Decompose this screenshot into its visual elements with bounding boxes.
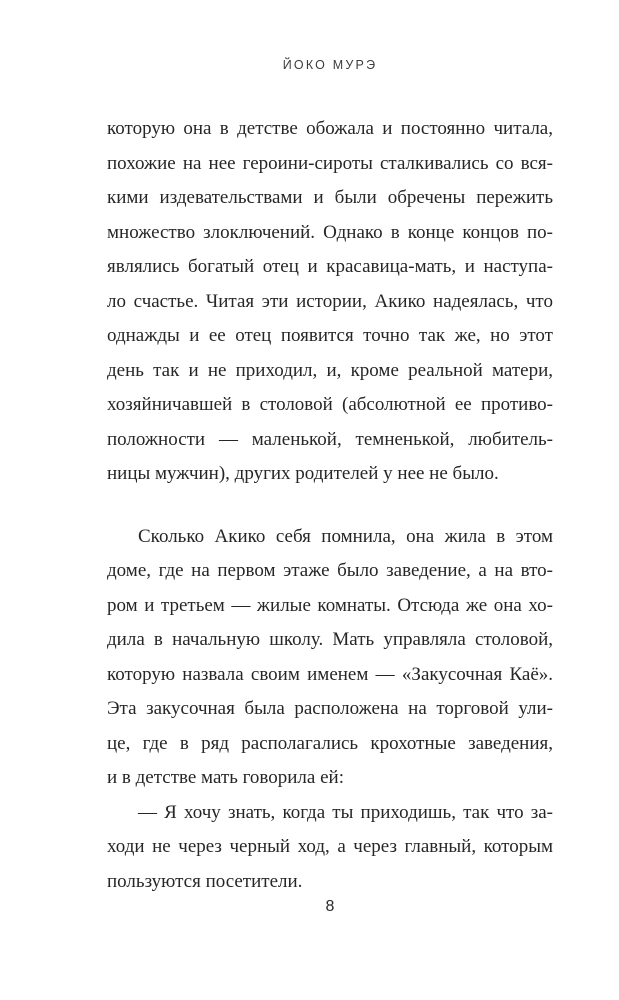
text-line: ницы мужчин), других родителей у нее не было. bbox=[107, 463, 499, 484]
text-line: пользуются посетители. bbox=[107, 870, 303, 892]
text-line: Эта закусочная была расположена на торговой ули- bbox=[107, 698, 553, 719]
text-line: хозяйничавшей в столовой (абсолютной ее противо- bbox=[107, 394, 553, 415]
paragraph-2 bbox=[107, 520, 553, 796]
text-line: день так и не приходил, и, кроме реальной матери, bbox=[107, 359, 553, 381]
text-line: доме, где на первом этаже было заведение, а на вто- bbox=[107, 560, 553, 581]
paragraph-3-dialogue bbox=[107, 796, 553, 900]
page-number: 8 bbox=[325, 898, 335, 915]
text-line: которую назвала своим именем — «Закусочная Каё». bbox=[107, 663, 553, 685]
paragraph-1 bbox=[107, 112, 553, 492]
text-line: — Я хочу знать, когда ты приходишь, так что за- bbox=[138, 801, 553, 823]
text-line: которую она в детстве обожала и постоянно читала, bbox=[107, 118, 553, 139]
text-line: ходи не через черный ход, а через главный, которым bbox=[107, 836, 553, 857]
text-line: це, где в ряд располагались крохотные заведения, bbox=[107, 732, 553, 754]
text-line: Сколько Акико себя помнила, она жила в этом bbox=[138, 525, 553, 547]
text-line: дила в начальную школу. Мать управляла столовой, bbox=[107, 629, 553, 650]
text-line: кими издевательствами и были обречены пережить bbox=[107, 187, 553, 208]
text-line: ром и третьем — жилые комнаты. Отсюда же она хо- bbox=[107, 594, 553, 616]
text-line: положности — маленькой, темненькой, любитель- bbox=[107, 428, 553, 450]
text-line: ло счастье. Читая эти истории, Акико надеялась, что bbox=[107, 290, 553, 312]
text-line: являлись богатый отец и красавица-мать, и наступа- bbox=[107, 256, 553, 277]
text-line: однажды и ее отец появится точно так же, но этот bbox=[107, 325, 553, 346]
text-line: и в детстве мать говорила ей: bbox=[107, 767, 344, 788]
text-line: похожие на нее героини-сироты сталкивались со вся- bbox=[107, 152, 553, 174]
running-header-author: ЙОКО МУРЭ bbox=[282, 58, 378, 72]
text-line: множество злоключений. Однако в конце концов по- bbox=[107, 221, 553, 243]
text-column bbox=[107, 112, 553, 899]
